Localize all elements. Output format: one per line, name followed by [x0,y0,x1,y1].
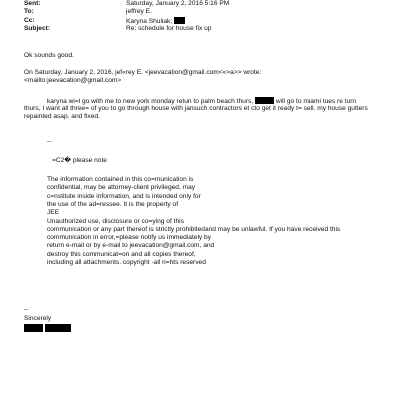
message-line-3: repainted asap. and fixed. [24,113,100,120]
to-label: To: [24,8,34,16]
cc-label: Cc: [24,16,35,24]
signature-redactions [24,324,71,334]
email-header [24,0,229,34]
disclaimer-line: including all attachments. copyright -all ri=hts reserved [47,259,206,266]
signature-dashes: -- [24,306,29,313]
message-line-1b: will go to miami tues re turn [275,98,357,105]
subject-label: Subject: [24,25,51,33]
separator-dashes: -- [47,138,52,145]
cc-row [24,17,229,25]
disclaimer-line: communication in error,=please notify us immediately by [47,234,212,242]
redaction-box [255,97,274,104]
disclaimer-line: confidential, may be attorney-client privileged, may [47,184,196,192]
disclaimer-line: The information contained in this co=munication is [47,176,194,183]
sent-value: Saturday, January 2, 2016 5:16 PM [126,0,230,7]
quote-mailto: <mailto:jeevacation@gmail.com> [24,77,122,84]
subject-value: Re: schedule for house fix up [126,25,212,33]
quote-attribution: On Saturday, January 2, 2016, jef«rey E. <jeevacation@gmail.com<«>a>> wrote: [24,69,262,76]
reply-text: Ok sounds good. [24,52,74,59]
please-note: =C2� please note [52,157,107,164]
message-line-1a: karyna wi=l go with me to new york monday retun to palm beach thurs, [47,98,254,105]
disclaimer-line: communication or any part thereof is strictly prohibitedand may be unlawful. If you have received this [47,225,341,233]
redaction-box [174,17,185,24]
disclaimer-line: Unauthorized use, disclosure or co=ying of this [47,217,184,225]
disclaimer-line: c=nstitute inside information, and is intended only for [47,192,201,200]
disclaimer-line: return e-mail or by e-mail to jeevacation@gmail.com, and [47,242,215,250]
sent-label: Sent: [24,0,41,7]
message-line-2: thurs, I want all three= of you to go through house with jansuch contractors et cto get it ready t= sell. my house gutters [24,105,368,112]
cc-name: Karyna Shuliak; [126,17,173,25]
subject-row [24,25,229,33]
disclaimer-line: JEE [47,209,60,217]
sincerely: Sincerely [24,315,52,322]
disclaimer-line: destroy this communicat=on and all copies thereof, [47,250,196,258]
to-row [24,8,229,16]
disclaimer-line: the use of the ad=ressee. It is the property of [47,200,179,208]
cc-value [126,17,185,25]
to-value: jeffrey E. [126,8,152,16]
redaction-box [24,324,43,332]
sent-row [24,0,229,8]
redaction-box [45,324,71,332]
